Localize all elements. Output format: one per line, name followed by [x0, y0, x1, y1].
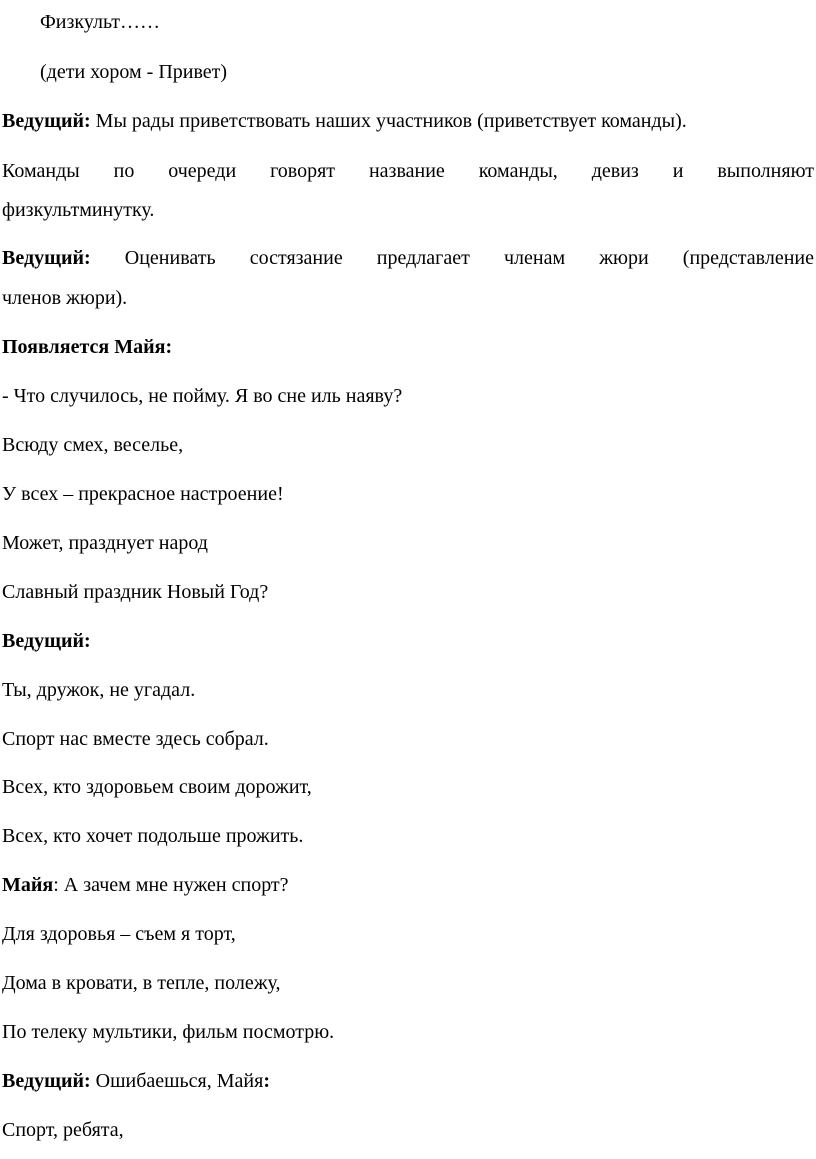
paragraph-end-colon: :: [263, 1070, 270, 1092]
paragraph-text: Мы рады приветствовать наших участников (приветствует команды).: [90, 110, 687, 132]
paragraph-text: : А зачем мне нужен спорт?: [53, 874, 289, 896]
verse-line: Спорт, ребята,: [2, 1119, 124, 1141]
verse-line: Всех, кто здоровьем своим дорожит,: [2, 776, 312, 798]
speaker-paragraph: [2, 1069, 814, 1093]
text-line: Физкульт……: [40, 11, 161, 33]
verse-line: Может, празднует народ: [2, 532, 208, 554]
verse-line: Дома в кровати, в тепле, полежу,: [2, 972, 281, 994]
speaker-paragraph: [2, 873, 814, 897]
verse-line: - Что случилось, не пойму. Я во сне иль наяву?: [2, 385, 403, 407]
speaker-label: Ведущий:: [2, 110, 91, 132]
speaker-paragraph: [2, 246, 814, 270]
verse-line: У всех – прекрасное настроение!: [2, 483, 284, 505]
verse-line: Для здоровья – съем я торт,: [2, 923, 236, 945]
verse-line: Ты, дружок, не угадал.: [2, 679, 196, 701]
section-heading: Появляется Майя:: [2, 336, 173, 358]
paragraph-text: Ошибаешься, Майя: [90, 1070, 264, 1092]
text-line: физкультминутку.: [2, 199, 155, 221]
verse-line: Всех, кто хочет подольше прожить.: [2, 825, 304, 847]
text-line: Команды по очереди говорят название команды, девиз и выполняют: [2, 160, 814, 182]
paragraph-text: Оценивать состязание предлагает членам жюри (представление: [90, 247, 814, 269]
speaker-label: Майя: [2, 874, 54, 896]
verse-line: Славный праздник Новый Год?: [2, 581, 269, 603]
speaker-label: Ведущий:: [2, 1070, 91, 1092]
verse-line: Спорт нас вместе здесь собрал.: [2, 728, 269, 750]
speaker-label: Ведущий:: [2, 247, 91, 269]
speaker-paragraph: [2, 109, 814, 133]
text-line: (дети хором - Привет): [40, 61, 228, 83]
verse-line: Всюду смех, веселье,: [2, 434, 184, 456]
section-heading: Ведущий:: [2, 630, 91, 652]
text-line: членов жюри).: [2, 287, 128, 309]
verse-line: По телеку мультики, фильм посмотрю.: [2, 1021, 335, 1043]
